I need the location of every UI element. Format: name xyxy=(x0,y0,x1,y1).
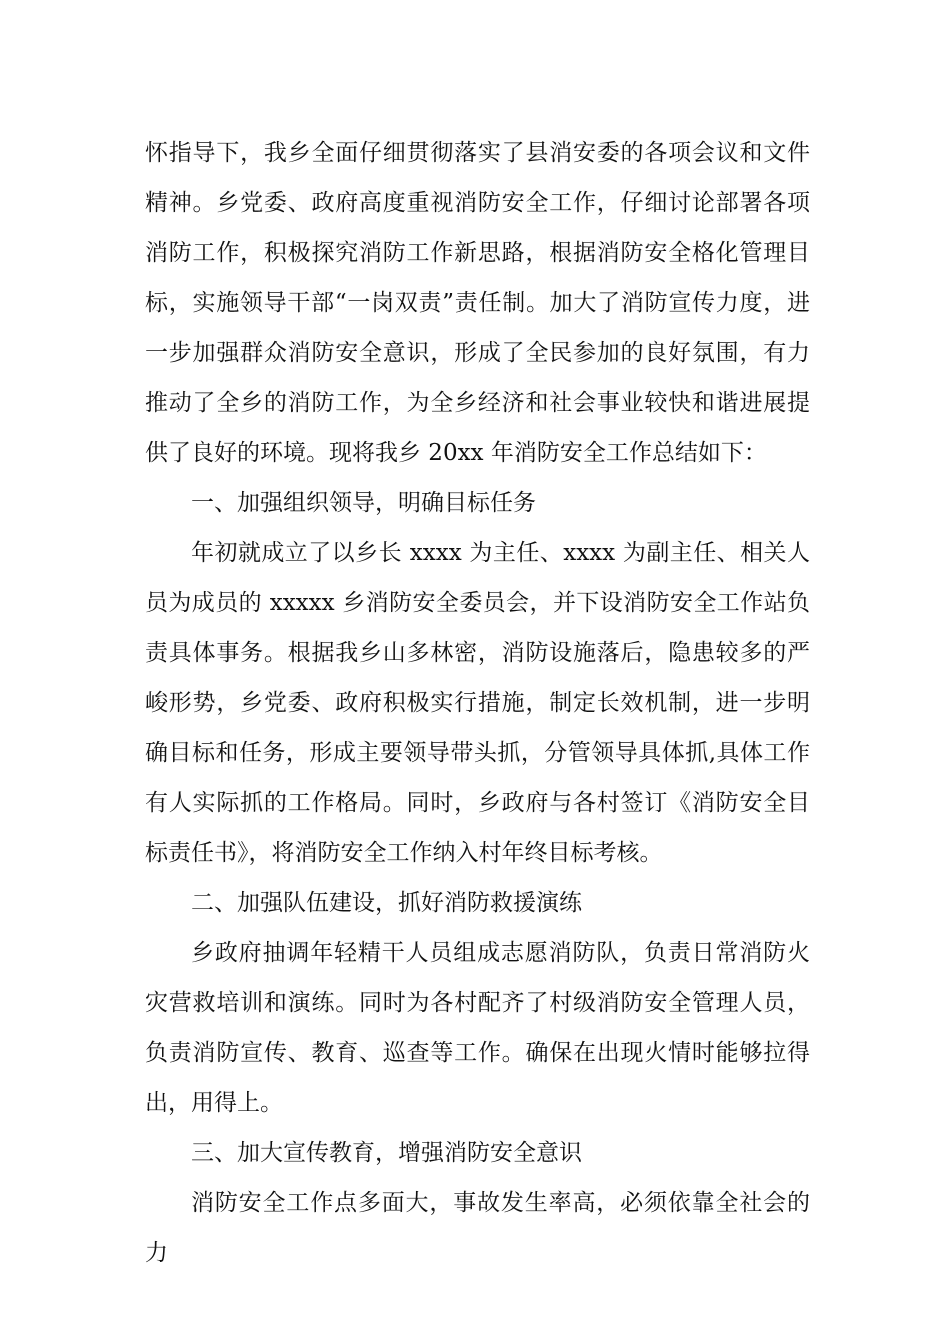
section-heading-2: 二、加强队伍建设，抓好消防救援演练 xyxy=(191,890,582,916)
section-heading-1: 一、加强组织领导，明确目标任务 xyxy=(191,490,536,516)
paragraph-section-3: 消防安全工作点多面大，事故发生率高，必须依靠全社会的力 xyxy=(145,1190,810,1266)
paragraph-section-1: 年初就成立了以乡长 xxxx 为主任、xxxx 为副主任、相关人员为成员的 xxxxx 乡消防安全委员会，并下设消防安全工作站负责具体事务。根据我乡山多林密，消防设施落后，隐患较多的严峻形势，乡党委、政府积极实行措施，制定长效机制，进一步明确目标和任务，形成主要领导带头抓，分管领导具体抓,具体工作有人实际抓的工作格局。同时，乡政府与各村签订《消防安全目标责任书》，将消防安全工作纳入村年终目标考核。 xyxy=(145,540,810,866)
section-heading-3: 三、加大宣传教育，增强消防安全意识 xyxy=(191,1140,582,1166)
document-body xyxy=(145,128,810,1278)
paragraph-intro: 怀指导下，我乡全面仔细贯彻落实了县消安委的各项会议和文件精神。乡党委、政府高度重视消防安全工作，仔细讨论部署各项消防工作，积极探究消防工作新思路，根据消防安全格化管理目标，实施领导干部“一岗双责”责任制。加大了消防宣传力度，进一步加强群众消防安全意识，形成了全民参加的良好氛围，有力推动了全乡的消防工作，为全乡经济和社会事业较快和谐进展提供了良好的环境。现将我乡 20xx 年消防安全工作总结如下： xyxy=(145,140,810,466)
paragraph-section-2: 乡政府抽调年轻精干人员组成志愿消防队，负责日常消防火灾营救培训和演练。同时为各村配齐了村级消防安全管理人员，负责消防宣传、教育、巡查等工作。确保在出现火情时能够拉得出，用得上。 xyxy=(145,940,810,1116)
